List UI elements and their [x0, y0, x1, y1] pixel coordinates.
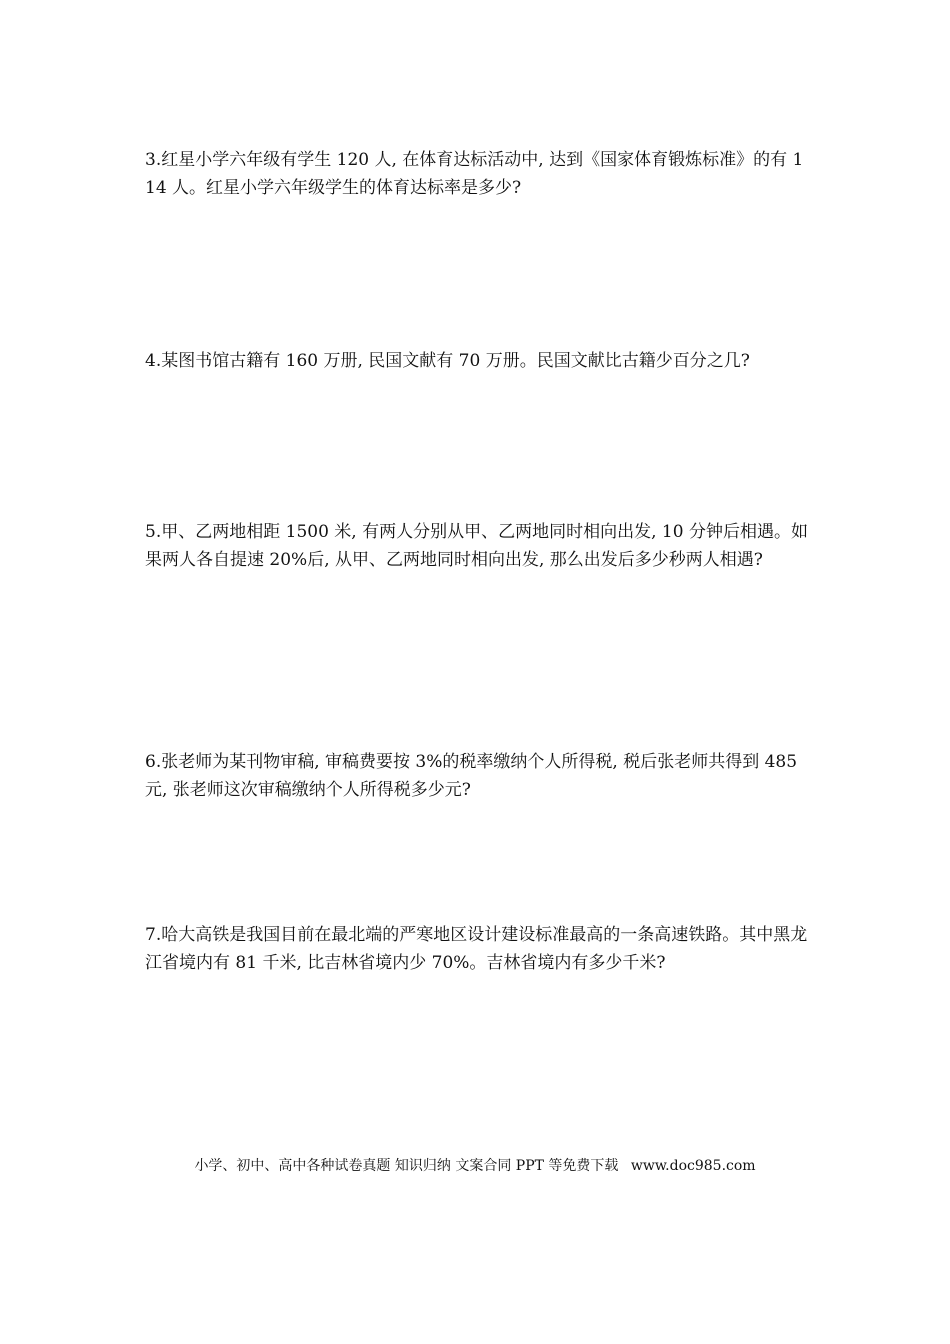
problem-7: 7.哈大高铁是我国目前在最北端的严寒地区设计建设标准最高的一条高速铁路。其中黑龙江省境内有 81 千米, 比吉林省境内少 70%。吉林省境内有多少千米?	[145, 925, 808, 973]
footer-text: 小学、初中、高中各种试卷真题 知识归纳 文案合同 PPT 等免费下载	[194, 1158, 619, 1174]
problem-3: 3.红星小学六年级有学生 120 人, 在体育达标活动中, 达到《国家体育锻炼标准》的有 114 人。红星小学六年级学生的体育达标率是多少?	[145, 150, 804, 198]
problem-6: 6.张老师为某刊物审稿, 审稿费要按 3%的税率缴纳个人所得税, 税后张老师共得到 485 元, 张老师这次审稿缴纳个人所得税多少元?	[145, 752, 798, 800]
page-footer	[0, 1155, 950, 1177]
problem-4: 4.某图书馆古籍有 160 万册, 民国文献有 70 万册。民国文献比古籍少百分之几?	[145, 351, 750, 371]
footer-site-link[interactable]: www.doc985.com	[630, 1158, 756, 1174]
problem-5: 5.甲、乙两地相距 1500 米, 有两人分别从甲、乙两地同时相向出发, 10 分钟后相遇。如果两人各自提速 20%后, 从甲、乙两地同时相向出发, 那么出发后多少秒两人相遇?	[145, 522, 808, 570]
